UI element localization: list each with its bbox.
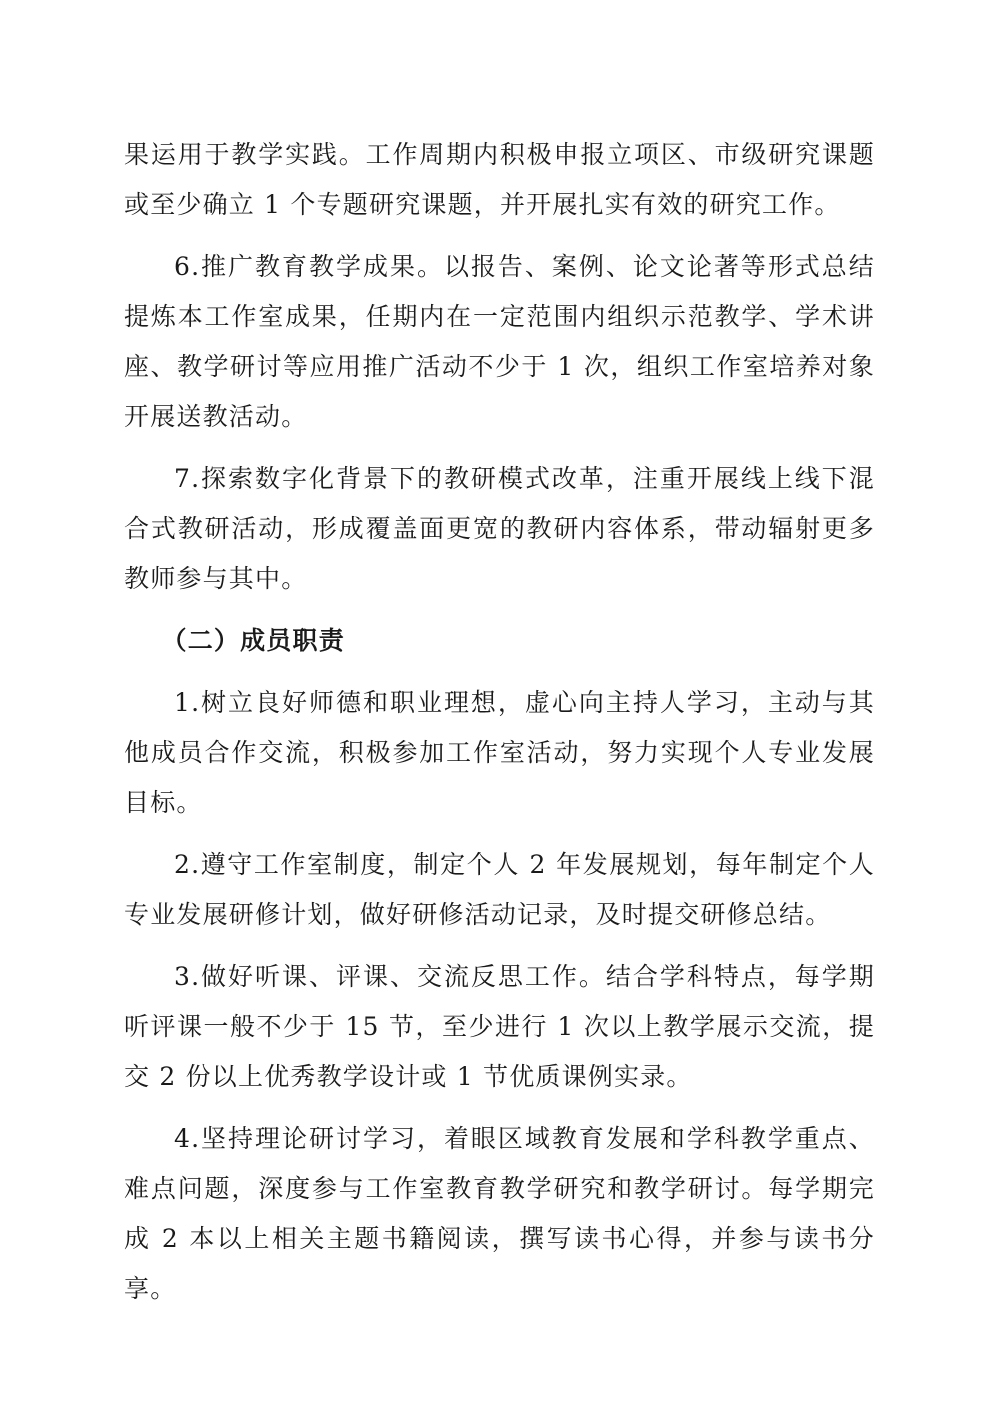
member-duty-1: 1.树立良好师德和职业理想，虚心向主持人学习，主动与其他成员合作交流，积极参加工作室活动，努力实现个人专业发展目标。 bbox=[124, 688, 875, 817]
member-duty-2: 2.遵守工作室制度，制定个人 2 年发展规划，每年制定个人专业发展研修计划，做好研修活动记录，及时提交研修总结。 bbox=[124, 850, 875, 929]
member-duty-3: 3.做好听课、评课、交流反思工作。结合学科特点，每学期听评课一般不少于 15 节，至少进行 1 次以上教学展示交流，提交 2 份以上优秀教学设计或 1 节优质课例实录。 bbox=[124, 962, 875, 1091]
member-duty-4: 4.坚持理论研讨学习，着眼区域教育发展和学科教学重点、难点问题，深度参与工作室教育教学研究和教学研讨。每学期完成 2 本以上相关主题书籍阅读，撰写读书心得，并参与读书分享。 bbox=[124, 1124, 875, 1303]
paragraph-item-7: 7.探索数字化背景下的教研模式改革，注重开展线上线下混合式教研活动，形成覆盖面更宽的教研内容体系，带动辐射更多教师参与其中。 bbox=[124, 464, 875, 593]
section-heading: （二）成员职责 bbox=[161, 626, 345, 655]
paragraph-item-6: 6.推广教育教学成果。以报告、案例、论文论著等形式总结提炼本工作室成果，任期内在一定范围内组织示范教学、学术讲座、教学研讨等应用推广活动不少于 1 次，组织工作室培养对象开展送教活动。 bbox=[124, 252, 875, 431]
paragraph-continuation: 果运用于教学实践。工作周期内积极申报立项区、市级研究课题或至少确立 1 个专题研究课题，并开展扎实有效的研究工作。 bbox=[124, 140, 875, 219]
